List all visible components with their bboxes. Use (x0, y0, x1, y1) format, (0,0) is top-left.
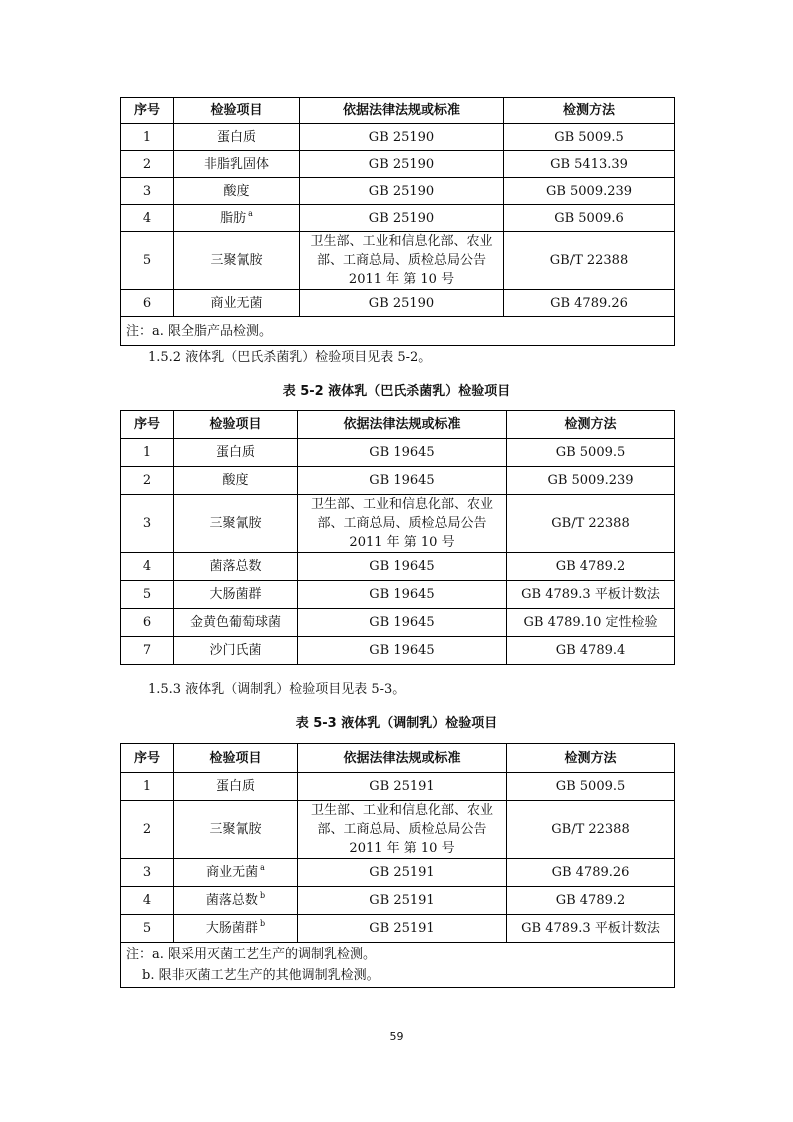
cell-item: 大肠菌群 (174, 581, 298, 609)
cell-method: GB 4789.10 定性检验 (507, 609, 675, 637)
table-row (121, 637, 675, 665)
table-row (121, 609, 675, 637)
cell-method: GB/T 22388 (504, 232, 675, 290)
footnote-marker: a (248, 208, 253, 218)
cell-no: 6 (121, 290, 174, 317)
cell-basis: GB 25190 (300, 205, 504, 232)
header-basis: 依据法律法规或标准 (300, 98, 504, 124)
cell-item: 蛋白质 (174, 124, 300, 151)
cell-item: 商业无菌 $^a$ (174, 859, 298, 887)
cell-basis: GB 19645 (298, 467, 507, 495)
cell-no: 4 (121, 887, 174, 915)
cell-no: 7 (121, 637, 174, 665)
cell-basis: GB 19645 (298, 637, 507, 665)
cell-item: 蛋白质 (174, 773, 298, 801)
cell-method: GB 4789.3 平板计数法 (507, 915, 675, 943)
table-row (121, 467, 675, 495)
footnote-marker: a (260, 863, 265, 872)
cell-basis: GB 25191 (298, 887, 507, 915)
paragraph-1-5-2: 1.5.2 液体乳（巴氏杀菌乳）检验项目见表 5-2。 (148, 350, 432, 365)
cell-item: 酸度 (174, 467, 298, 495)
table-caption-5-2: 表 5-2 液体乳（巴氏杀菌乳）检验项目 (282, 384, 511, 399)
cell-item: 菌落总数 (174, 553, 298, 581)
table-row (121, 553, 675, 581)
cell-method: GB 4789.3 平板计数法 (507, 581, 675, 609)
cell-item: 脂肪 $^a$ (174, 205, 300, 232)
table-caption-5-3: 表 5-3 液体乳（调制乳）检验项目 (295, 716, 498, 731)
cell-no: 5 (121, 232, 174, 290)
cell-basis: GB 25191 (298, 859, 507, 887)
table-row (121, 290, 675, 317)
table-note-row (121, 317, 675, 346)
header-method: 检测方法 (507, 744, 675, 773)
cell-item: 三聚氰胺 (174, 232, 300, 290)
header-item: 检验项目 (174, 411, 298, 439)
table-row (121, 178, 675, 205)
header-no: 序号 (121, 411, 174, 439)
cell-item: 非脂乳固体 (174, 151, 300, 178)
cell-basis: 卫生部、工业和信息化部、农业部、工商总局、质检总局公告 2011 年 第 10 号 (300, 232, 504, 290)
cell-method: GB 4789.26 (507, 859, 675, 887)
cell-method: GB 5009.5 (507, 773, 675, 801)
cell-item: 大肠菌群 $^b$ (174, 915, 298, 943)
cell-method: GB 5009.239 (507, 467, 675, 495)
table-row (121, 801, 675, 859)
cell-method: GB 4789.2 (507, 887, 675, 915)
cell-method: GB 5009.6 (504, 205, 675, 232)
table-row (121, 439, 675, 467)
table-row (121, 124, 675, 151)
cell-item: 三聚氰胺 (174, 495, 298, 553)
cell-method: GB 5009.5 (507, 439, 675, 467)
inspection-table-5-2 (120, 410, 675, 665)
cell-method: GB 5413.39 (504, 151, 675, 178)
table-note-row (121, 943, 675, 988)
cell-no: 1 (121, 773, 174, 801)
cell-method: GB 4789.2 (507, 553, 675, 581)
cell-method: GB/T 22388 (507, 801, 675, 859)
header-basis: 依据法律法规或标准 (298, 744, 507, 773)
table-note (121, 943, 675, 988)
cell-method: GB 5009.239 (504, 178, 675, 205)
cell-no: 3 (121, 859, 174, 887)
cell-no: 1 (121, 439, 174, 467)
cell-no: 3 (121, 495, 174, 553)
header-item: 检验项目 (174, 744, 298, 773)
table-header-row (121, 411, 675, 439)
table-header-row (121, 744, 675, 773)
header-item: 检验项目 (174, 98, 300, 124)
cell-basis: GB 25190 (300, 178, 504, 205)
cell-item: 蛋白质 (174, 439, 298, 467)
cell-basis: GB 25190 (300, 151, 504, 178)
cell-item: 酸度 (174, 178, 300, 205)
page-number: 59 (389, 1030, 404, 1043)
cell-item: 三聚氰胺 (174, 801, 298, 859)
header-no: 序号 (121, 98, 174, 124)
table-row (121, 859, 675, 887)
cell-basis: GB 19645 (298, 439, 507, 467)
cell-basis: GB 25190 (300, 290, 504, 317)
cell-item: 商业无菌 (174, 290, 300, 317)
cell-basis: GB 19645 (298, 581, 507, 609)
cell-no: 4 (121, 205, 174, 232)
table-row (121, 887, 675, 915)
table-row (121, 151, 675, 178)
inspection-table-5-3 (120, 743, 675, 988)
table-row (121, 915, 675, 943)
table-row (121, 232, 675, 290)
paragraph-1-5-3: 1.5.3 液体乳（调制乳）检验项目见表 5-3。 (148, 682, 406, 697)
header-basis: 依据法律法规或标准 (298, 411, 507, 439)
cell-method: GB 4789.4 (507, 637, 675, 665)
header-method: 检测方法 (504, 98, 675, 124)
note-line: 注：a. 限采用灭菌工艺生产的调制乳检测。 (126, 947, 377, 962)
table-header-row (121, 98, 675, 124)
table-row (121, 495, 675, 553)
cell-no: 2 (121, 467, 174, 495)
cell-item: 金黄色葡萄球菌 (174, 609, 298, 637)
header-method: 检测方法 (507, 411, 675, 439)
note-line: 注：a. 限全脂产品检测。 (126, 323, 273, 339)
cell-no: 6 (121, 609, 174, 637)
cell-basis: 卫生部、工业和信息化部、农业部、工商总局、质检总局公告 2011 年 第 10 号 (298, 801, 507, 859)
footnote-marker: b (259, 891, 266, 900)
cell-basis: GB 25190 (300, 124, 504, 151)
cell-basis: GB 19645 (298, 609, 507, 637)
cell-method: GB 5009.5 (504, 124, 675, 151)
cell-item: 菌落总数 $^b$ (174, 887, 298, 915)
cell-no: 5 (121, 915, 174, 943)
cell-basis: GB 19645 (298, 553, 507, 581)
inspection-table-1 (120, 97, 675, 346)
footnote-marker: b (259, 919, 266, 928)
cell-no: 2 (121, 801, 174, 859)
cell-no: 1 (121, 124, 174, 151)
cell-no: 4 (121, 553, 174, 581)
cell-method: GB 4789.26 (504, 290, 675, 317)
table-row (121, 581, 675, 609)
table-note (121, 317, 675, 346)
cell-basis: GB 25191 (298, 915, 507, 943)
cell-method: GB/T 22388 (507, 495, 675, 553)
table-row (121, 773, 675, 801)
note-line: b. 限非灭菌工艺生产的其他调制乳检测。 (142, 968, 380, 983)
cell-basis: 卫生部、工业和信息化部、农业部、工商总局、质检总局公告 2011 年 第 10 号 (298, 495, 507, 553)
table-row (121, 205, 675, 232)
header-no: 序号 (121, 744, 174, 773)
cell-no: 3 (121, 178, 174, 205)
cell-item: 沙门氏菌 (174, 637, 298, 665)
cell-no: 2 (121, 151, 174, 178)
cell-no: 5 (121, 581, 174, 609)
cell-basis: GB 25191 (298, 773, 507, 801)
